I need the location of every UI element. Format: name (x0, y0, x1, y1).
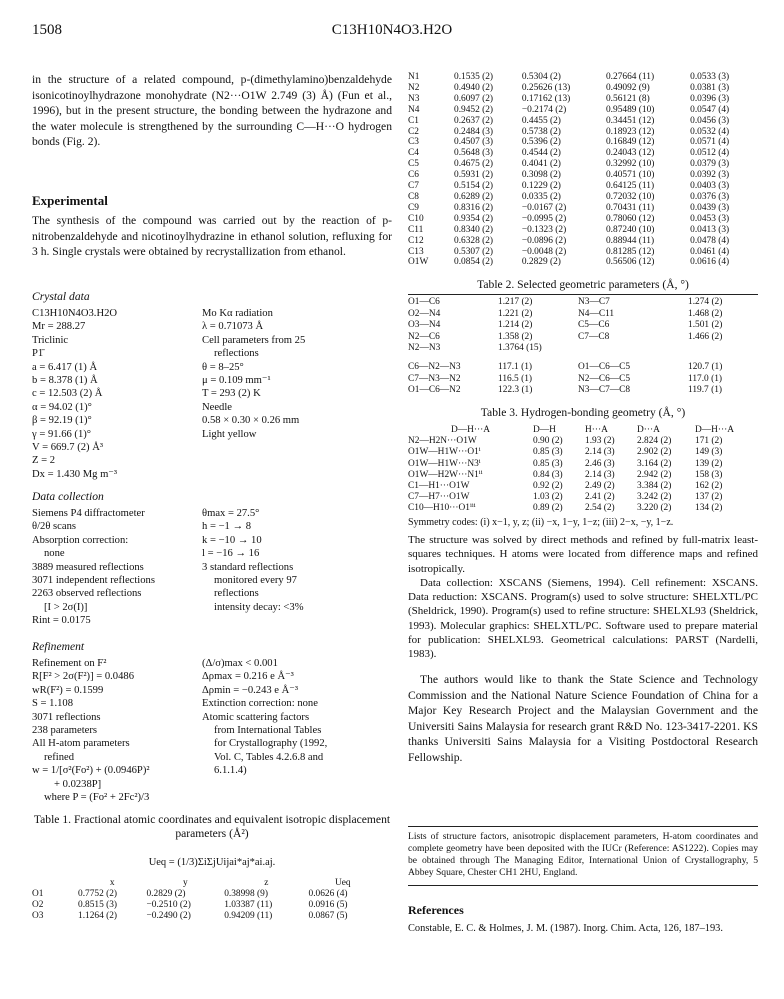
table-row: C2 0.2484 (3) 0.5738 (2) 0.18923 (12) 0.0532 (4) (408, 126, 730, 137)
crystal-data-left: C13H10N4O3.H2O Mr = 288.27 Triclinic P1̄ a = 6.417 (1) Å b = 8.378 (1) Å c = 12.503 (2) Å α = 94.02 (1)° β = 92.19 (1)° γ = 91.66 (1)° V = 669.7 (2) Å³ Z = 2 Dx = 1.430 Mg m⁻³ (32, 308, 118, 480)
table-row: O3 1.1264 (2) −0.2490 (2) 0.94209 (11) 0.0867 (5) (32, 910, 348, 921)
table-row: C6—N2—N3 117.1 (1) O1—C6—C5 120.7 (1) (408, 362, 723, 372)
table-row: O2—N4 1.221 (2) N4—C11 1.468 (2) (408, 308, 723, 319)
table1-formula: Ueq = (1/3)ΣiΣjUijai*aj*ai.aj. (148, 857, 276, 868)
table-row: C8 0.6289 (2) 0.0335 (2) 0.72032 (10) 0.0376 (3) (408, 191, 730, 202)
table-row: N2—N3 1.3764 (15) (408, 343, 542, 353)
table-row: C4 0.5648 (3) 0.4544 (2) 0.24043 (12) 0.0512 (4) (408, 148, 730, 159)
table-row: C12 0.6328 (2) −0.0896 (2) 0.88944 (11) 0.0478 (4) (408, 235, 730, 246)
table-row: C1 0.2637 (2) 0.4455 (2) 0.34451 (12) 0.0456 (3) (408, 115, 730, 126)
table-row: C7 0.5154 (2) 0.1229 (2) 0.64125 (11) 0.0403 (3) (408, 181, 730, 192)
table-row: O1W—H1W···N3ⁱ 0.85 (3) 2.46 (3) 3.164 (2) 139 (2) (408, 458, 723, 469)
table-row: O2 0.8515 (3) −0.2510 (2) 1.03387 (11) 0.0916 (5) (32, 899, 348, 910)
data-collection-heading: Data collection (32, 490, 104, 503)
table2-angles (408, 362, 758, 397)
table2-bonds (408, 297, 758, 355)
table-row: O3—N4 1.214 (2) C5—C6 1.501 (2) (408, 320, 723, 330)
methods-text (408, 533, 758, 662)
table-row: N4 0.9452 (2) −0.2174 (2) 0.95489 (10) 0.0547 (4) (408, 104, 730, 115)
table-row: C1—H1···O1W 0.92 (2) 2.49 (2) 3.384 (2) 162 (2) (408, 481, 723, 492)
table-row: N2—C6 1.358 (2) C7—C8 1.466 (2) (408, 331, 723, 342)
references-heading: References (408, 903, 464, 917)
table1-caption: Table 1. Fractional atomic coordinates and equivalent isotropic displacement parameters (Å²) (33, 813, 391, 840)
table-row: C10—H10···O1ⁱⁱⁱ 0.89 (2) 2.54 (2) 3.220 (2) 134 (2) (408, 503, 723, 514)
table3-caption: Table 3. Hydrogen-bonding geometry (Å, °) (480, 406, 686, 419)
table2-caption: Table 2. Selected geometric parameters (Å, °) (477, 278, 689, 291)
methods-paragraph-2: Data collection: XSCANS (Siemens, 1994). Cell refinement: XSCANS. Data reduction: XSCANS. Program(s) used to solve structure: SHELXTL/PC (Sheldrick, 1990). Program(s) used to refine structure: SHELXL93 (Sheldrick, 1993). Molecular graphics: SHELXTL/PC. Software used to prepare material for publication: SHELXL93. Geometrical calculations: PARST (Nardelli, 1983). (408, 576, 758, 661)
table-row: C7—N3—N2 116.5 (1) N2—C6—C5 117.0 (1) (408, 373, 723, 384)
reference-item: Constable, E. C. & Holmes, J. M. (1987). Inorg. Chim. Acta, 126, 187–193. (408, 923, 723, 934)
experimental-heading: Experimental (32, 193, 108, 208)
methods-paragraph-1: The structure was solved by direct methods and refined by full-matrix least-squares techniques. H atoms were located from difference maps and refined isotropically. (408, 534, 758, 575)
table-row: O1—C6 1.217 (2) N3—C7 1.274 (2) (408, 297, 723, 307)
table-row: C9 0.8316 (2) −0.0167 (2) 0.70431 (11) 0.0439 (3) (408, 202, 730, 213)
data-collection-left: Siemens P4 diffractometer θ/2θ scans Absorption correction: none 3889 measured reflections 3071 independent reflections 2263 observed reflections [I > 2σ(I)] Rint = 0.0175 (32, 508, 155, 627)
table-row: N1 0.1535 (2) 0.5304 (2) 0.27664 (11) 0.0533 (3) (408, 72, 730, 82)
note-rule-bottom (408, 885, 758, 886)
running-title: C13H10N4O3.H2O (331, 22, 453, 38)
refinement-right: (Δ/σ)max < 0.001 Δρmax = 0.216 e Å⁻³ Δρmin = −0.243 e Å⁻³ Extinction correction: none Atomic scattering factors from International Tables for Crystallography (1992, Vol. C, Tables 4.2.6.8 and 6.1.1.4) (202, 658, 328, 777)
table-row: C10 0.9354 (2) −0.0995 (2) 0.78060 (12) 0.0453 (3) (408, 213, 730, 224)
table-row: C13 0.5307 (2) −0.0048 (2) 0.81285 (12) 0.0461 (4) (408, 246, 730, 257)
table-row: N2 0.4940 (2) 0.25626 (13) 0.49092 (9) 0.0381 (3) (408, 82, 730, 93)
acknowledgement: The authors would like to thank the State Science and Technology Commission and the National Nature Science Foundation of China for a Major Key Research Project and the Malaysian Government and the Universiti Sains Malaysia for research grant R&D No. 123-3417-2201. KS thanks Universiti Sains Malaysia for a Visiting Postdoctoral Research Fellowship. (408, 673, 758, 764)
table-row: O1W 0.0854 (2) 0.2829 (2) 0.56506 (12) 0.0616 (4) (408, 257, 730, 268)
table-row: C7—H7···O1W 1.03 (2) 2.41 (2) 3.242 (2) 137 (2) (408, 492, 723, 503)
table-row: N2—H2N···O1W 0.90 (2) 1.93 (2) 2.824 (2) 171 (2) (408, 436, 723, 447)
table-row: C6 0.5931 (2) 0.3098 (2) 0.40571 (10) 0.0392 (3) (408, 170, 730, 181)
note-rule (408, 826, 758, 827)
table1-right (408, 72, 758, 268)
page-number: 1508 (32, 22, 62, 38)
table1-left (32, 878, 377, 922)
deposition-note: Lists of structure factors, anisotropic displacement parameters, H-atom coordinates and complete geometry have been deposited with the IUCr (Reference: AS1222). Copies may be obtained through The Managing Editor, International Union of Crystallography, 5 Abbey Square, Chester CH1 2HU, England. (408, 831, 758, 878)
crystal-data-heading: Crystal data (32, 290, 90, 303)
table-row: C11 0.8340 (2) −0.1323 (2) 0.87240 (10) 0.0413 (3) (408, 224, 730, 235)
refinement-heading: Refinement (32, 640, 85, 653)
table3-hbonds (408, 425, 758, 515)
table-header-row: x y z Ueq (109, 878, 351, 888)
table-row: C3 0.4507 (3) 0.5396 (2) 0.16849 (12) 0.0571 (4) (408, 137, 730, 148)
symmetry-codes: Symmetry codes: (i) x−1, y, z; (ii) −x, 1−y, 1−z; (iii) 2−x, −y, 1−z. (408, 517, 674, 528)
table-row: N3 0.6097 (2) 0.17162 (13) 0.56121 (8) 0.0396 (3) (408, 93, 730, 104)
table-row: O1W—H2W···N1ⁱⁱ 0.84 (3) 2.14 (3) 2.942 (2) 158 (3) (408, 469, 723, 480)
table2-rule-top (408, 294, 758, 295)
table-row: O1—C6—N2 122.3 (1) N3—C7—C8 119.7 (1) (408, 385, 723, 395)
table-row: O1 0.7752 (2) 0.2829 (2) 0.38998 (9) 0.0626 (4) (32, 888, 348, 899)
table-row: C5 0.4675 (2) 0.4041 (2) 0.32992 (10) 0.0379 (3) (408, 159, 730, 170)
intro-paragraph: in the structure of a related compound, p-(dimethylamino)benzaldehyde isonicotinoylhydrazone monohydrate (N2···O1W 2.749 (3) Å) (Fun et al., 1996), but in the present structure, the bonding between the hydrazone and the water molecule is strengthened by the surrounding C—H···O hydrogen bonds (Fig. 2). (32, 73, 392, 149)
crystal-data-right: Mo Kα radiation λ = 0.71073 Å Cell parameters from 25 reflections θ = 8–25° μ = 0.109 mm⁻¹ T = 293 (2) K Needle 0.58 × 0.30 × 0.26 mm Light yellow (202, 308, 306, 440)
table-header-row: D—H···A D—H H···A D···A D—H···A (450, 425, 735, 435)
data-collection-right: θmax = 27.5° h = −1 → 8 k = −10 → 10 l = −16 → 16 3 standard reflections monitored every 97 reflections intensity decay: <3% (202, 508, 304, 613)
table-row: O1W—H1W···O1ⁱ 0.85 (3) 2.14 (3) 2.902 (2) 149 (3) (408, 447, 723, 458)
refinement-left: Refinement on F² R[F² > 2σ(F²)] = 0.0486 wR(F²) = 0.1599 S = 1.108 3071 reflections 238 parameters All H-atom parameters refined w = 1/[σ²(Fo²) + (0.0946P)² + 0.0238P] where P = (Fo² + 2Fc²)/3 (32, 658, 150, 804)
experimental-text: The synthesis of the compound was carried out by the reaction of p-nitrobenzaldehyde and nicotinoylhydrazine in ethanol solution, refluxing for 3 h. Single crystals were obtained by recrystallization from ethanol. (32, 214, 392, 259)
